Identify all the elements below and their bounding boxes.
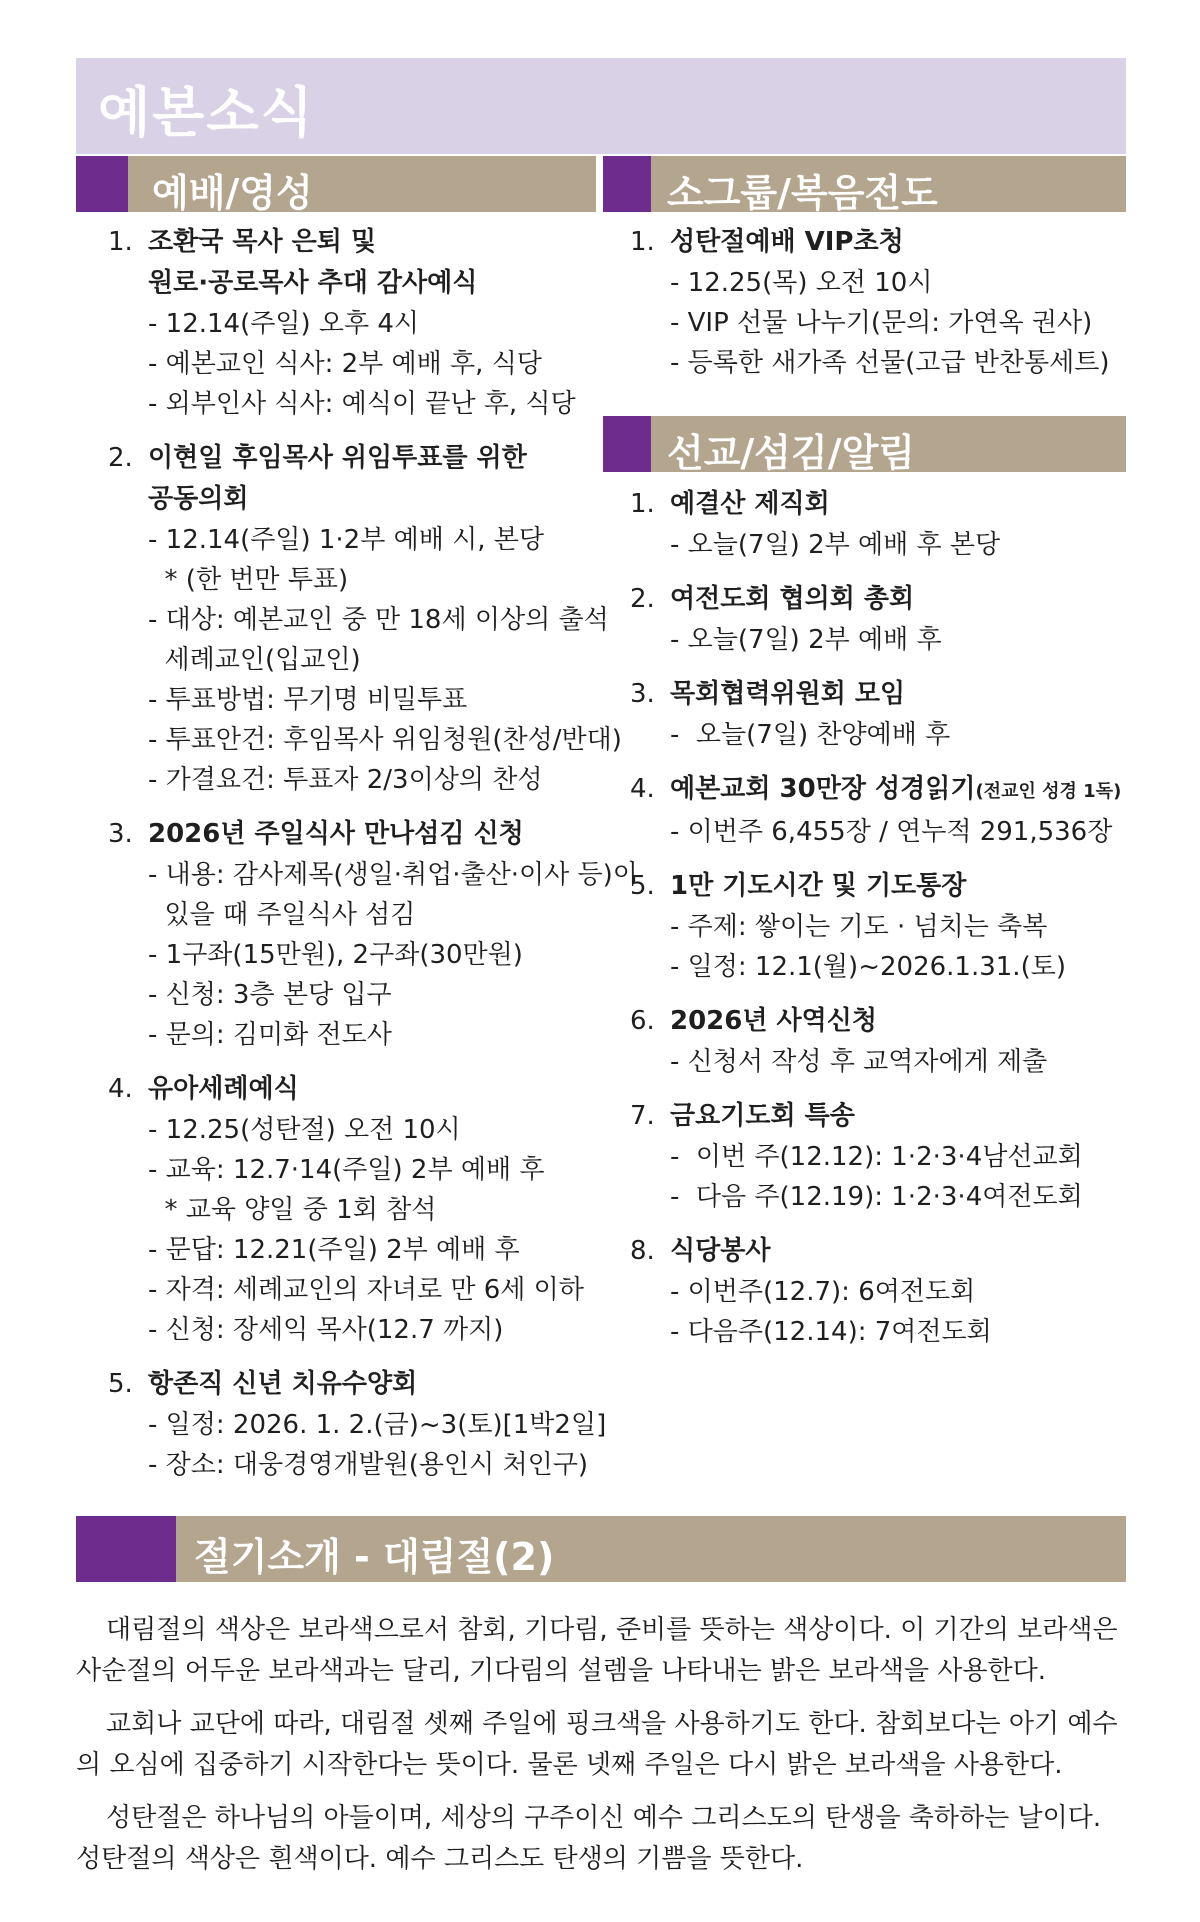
item-title-line [670,222,904,263]
item-heading [630,1001,1124,1042]
item-number: 6. [630,1006,655,1036]
item-detail: 세례교인(입교인) [148,645,361,675]
item-heading [108,814,594,855]
item-title-line [148,263,477,304]
item-title-text: 항존직 신년 치유수양회 [148,1369,418,1399]
item-title-line [670,579,914,620]
item-number: 8. [630,1236,655,1266]
item-detail: - 오늘(7일) 찬양예배 후 [670,720,951,750]
item-number: 4. [108,1074,133,1104]
list-item [630,579,1124,660]
item-title [670,484,830,525]
item-detail: * 교육 양일 중 1회 참석 [148,1195,437,1225]
list-item [630,866,1124,987]
item-title-text: 식당봉사 [670,1236,771,1266]
list-item [108,1364,607,1485]
page-title: 예본소식 [98,81,315,144]
item-detail: - 일정: 2026. 1. 2.(금)~3(토)[1박2일] [148,1410,607,1440]
item-detail: - 일정: 12.1(월)~2026.1.31.(토) [670,952,1066,982]
item-title-line [670,866,966,907]
item-heading [630,1096,1124,1137]
item-title [670,866,966,907]
item-title [670,1096,855,1137]
item-number: 1. [630,227,655,257]
item-detail: 있을 때 주일식사 섬김 [148,900,416,930]
item-number: 3. [108,819,133,849]
item-title-text: 성탄절예배 VIP초청 [670,227,904,257]
item-detail: - 문답: 12.21(주일) 2부 예배 후 [148,1235,520,1265]
item-title-text: 2026년 사역신청 [670,1006,877,1036]
item-heading [630,866,1124,907]
list-item [630,674,1124,755]
item-detail: - 자격: 세례교인의 자녀로 만 6세 이하 [148,1275,584,1305]
item-heading [630,579,1124,620]
item-title-text: 여전도회 협의회 총회 [670,584,915,614]
item-number: 2. [108,443,133,473]
item-title-text: 원로·공로목사 추대 감사예식 [148,268,478,298]
item-detail: - 오늘(7일) 2부 예배 후 [670,625,942,655]
item-title-text: 유아세례예식 [148,1074,299,1104]
list-item [630,1231,1124,1352]
item-detail: - 신청: 3층 본당 입구 [148,980,392,1010]
list-item [108,814,638,1055]
item-title-note: (전교인 성경 1독) [975,781,1122,802]
mission-list [630,484,1124,1366]
item-detail: - 문의: 김미화 전도사 [148,1020,392,1050]
item-number: 7. [630,1101,655,1131]
item-detail: - 이번주 6,455장 / 연누적 291,536장 [670,817,1113,847]
list-item [108,438,622,800]
section-tab [76,1516,176,1582]
item-detail: - 등록한 새가족 선물(고급 반찬통세트) [670,348,1110,378]
item-title-line [670,1096,855,1137]
item-title-line [148,479,527,520]
item-detail: - 12.14(주일) 1·2부 예배 시, 본당 [148,525,544,555]
item-number: 1. [630,489,655,519]
item-detail: - 12.14(주일) 오후 4시 [148,309,420,339]
list-item [630,769,1124,852]
item-title [148,814,524,855]
section-tab [76,156,128,212]
season-paragraph: 교회나 교단에 따라, 대림절 셋째 주일에 핑크색을 사용하기도 한다. 참회보다는 아기 예수의 오심에 집중하기 시작한다는 뜻이다. 물론 넷째 주일은 다시 밝은 보라색을 사용한다. [76,1709,1118,1780]
item-title-text: 예본교회 30만장 성경읽기 [670,774,976,804]
section-header-smallgroup [603,156,1126,215]
item-detail: - VIP 선물 나누기(문의: 가연옥 권사) [670,308,1093,338]
item-title [148,1364,417,1405]
item-detail: - 예본교인 식사: 2부 예배 후, 식당 [148,349,542,379]
item-number: 5. [108,1369,133,1399]
list-item [630,1001,1124,1082]
item-detail: * (한 번만 투표) [148,565,349,595]
item-title [670,769,1121,812]
item-number: 3. [630,679,655,709]
item-title-line [670,769,1121,812]
item-title-text: 1만 기도시간 및 기도통장 [670,871,967,901]
section-title: 예배/영성 [152,171,313,215]
list-item [630,222,1124,383]
item-number: 4. [630,774,655,804]
item-heading [630,1231,1124,1272]
smallgroup-list [630,222,1124,397]
item-title-line [148,1364,417,1405]
list-item [630,484,1124,565]
item-title [148,1069,299,1110]
section-title: 절기소개 - 대림절(2) [194,1535,555,1579]
item-detail: - 내용: 감사제목(생일·취업·출산·이사 등)이 [148,860,638,890]
item-detail: - 이번 주(12.12): 1·2·3·4남선교회 [670,1142,1083,1172]
item-detail: - 투표안건: 후임목사 위임청원(찬성/반대) [148,725,622,755]
item-heading [630,769,1124,812]
item-heading [630,222,1124,263]
worship-list [108,222,638,1499]
item-title-line [670,1231,770,1272]
item-heading [108,438,594,520]
item-title-text: 금요기도회 특송 [670,1101,855,1131]
list-item [630,1096,1124,1217]
item-title [670,222,904,263]
item-title-line [670,674,905,715]
item-detail: - 12.25(성탄절) 오전 10시 [148,1115,461,1145]
item-detail: - 대상: 예본교인 중 만 18세 이상의 출석 [148,605,609,635]
item-number: 2. [630,584,655,614]
item-title-text: 공동의회 [148,484,249,514]
item-title-text: 목회협력위원회 모임 [670,679,906,709]
item-title-line [148,1069,299,1110]
item-heading [630,484,1124,525]
section-title: 소그룹/복음전도 [667,171,938,215]
item-title-line [148,222,477,263]
item-detail: - 12.25(목) 오전 10시 [670,268,933,298]
item-title-line [148,438,527,479]
section-header-worship [76,156,596,215]
item-heading [108,1069,594,1110]
item-heading [108,1364,594,1405]
season-paragraph: 성탄절은 하나님의 아들이며, 세상의 구주이신 예수 그리스도의 탄생을 축하하는 날이다. 성탄절의 색상은 흰색이다. 예수 그리스도 탄생의 기쁨을 뜻한다. [76,1803,1102,1874]
item-title-line [148,814,524,855]
item-detail: - 신청서 작성 후 교역자에게 제출 [670,1047,1048,1077]
item-detail: - 다음 주(12.19): 1·2·3·4여전도회 [670,1182,1083,1212]
item-title [670,1001,877,1042]
item-detail: - 투표방법: 무기명 비밀투표 [148,685,468,715]
item-title-text: 조환국 목사 은퇴 및 [148,227,377,257]
item-detail: - 주제: 쌓이는 기도 · 넘치는 축복 [670,912,1048,942]
item-title-text: 이현일 후임목사 위임투표를 위한 [148,443,527,473]
season-paragraph: 대림절의 색상은 보라색으로서 참회, 기다림, 준비를 뜻하는 색상이다. 이 기간의 보라색은 사순절의 어두운 보라색과는 달리, 기다림의 설렘을 나타내는 밝은 보라색을 사용한다. [76,1615,1118,1686]
list-item [108,222,594,424]
item-detail: - 오늘(7일) 2부 예배 후 본당 [670,530,1001,560]
item-title-text: 예결산 제직회 [670,489,830,519]
item-detail: - 다음주(12.14): 7여전도회 [670,1317,992,1347]
item-title-line [670,484,830,525]
season-body [76,1610,1126,1892]
page-banner [76,58,1126,154]
item-detail: - 1구좌(15만원), 2구좌(30만원) [148,940,523,970]
item-heading [108,222,594,304]
item-title [670,579,914,620]
section-header-mission [603,416,1126,475]
item-number: 5. [630,871,655,901]
item-title [148,222,477,304]
item-detail: - 이번주(12.7): 6여전도회 [670,1277,976,1307]
item-title-line [670,1001,877,1042]
item-detail: - 외부인사 식사: 예식이 끝난 후, 식당 [148,389,576,419]
section-tab [603,416,651,472]
item-title [670,674,905,715]
item-detail: - 신청: 장세익 목사(12.7 까지) [148,1315,504,1345]
section-header-season [76,1516,1126,1582]
item-heading [630,674,1124,715]
item-title [148,438,527,520]
item-number: 1. [108,227,133,257]
section-tab [603,156,651,212]
list-item [108,1069,594,1350]
item-title-text: 2026년 주일식사 만나섬김 신청 [148,819,524,849]
item-title [670,1231,770,1272]
section-title: 선교/섬김/알림 [667,431,916,475]
item-detail: - 교육: 12.7·14(주일) 2부 예배 후 [148,1155,545,1185]
item-detail: - 장소: 대웅경영개발원(용인시 처인구) [148,1450,588,1480]
item-detail: - 가결요건: 투표자 2/3이상의 찬성 [148,765,543,795]
